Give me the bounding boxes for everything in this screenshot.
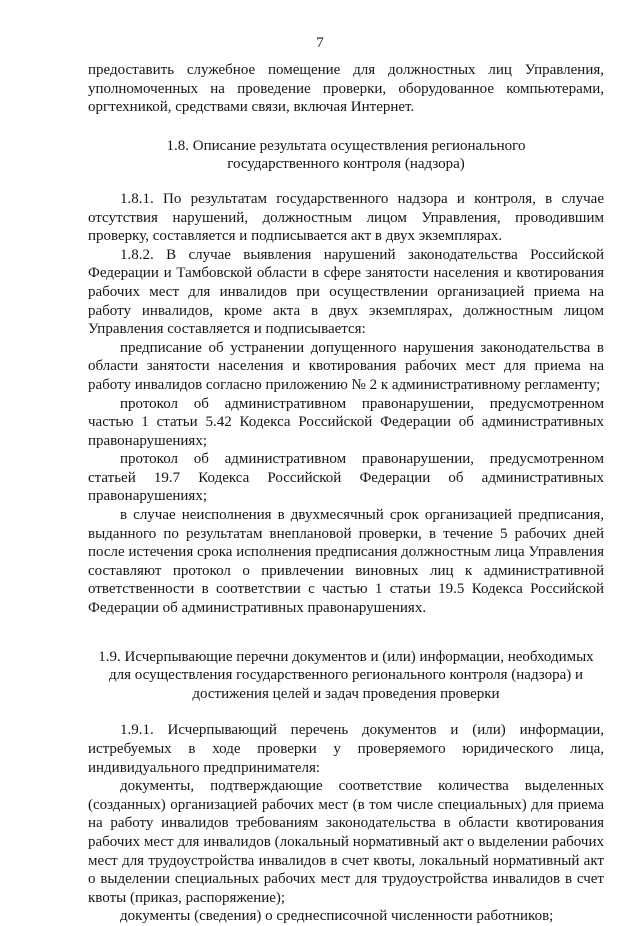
document-body	[88, 61, 604, 926]
paragraph-1-8-1: 1.8.1. По результатам государственного надзора и контроля, в случае отсутствия нарушений, должностным лицом Управления, проводившим проверку, составляется и подписывается акт в двух экземплярах.	[88, 190, 604, 245]
paragraph-headcount: документы (сведения) о среднесписочной численности работников;	[120, 908, 554, 925]
paragraph-1-8-2: 1.8.2. В случае выявления нарушений законодательства Российской Федерации и Тамбовской области в сфере занятости населения и квотирования рабочих мест для инвалидов при осуществлении организацией приема на работу инвалидов, кроме акта в двух экземплярах, должностным лицом Управления составляется и подписывается:	[88, 246, 604, 338]
page-number: 7	[316, 35, 324, 51]
paragraph-protocol-5-42: протокол об административном правонарушении, предусмотренном частью 1 статьи 5.42 Кодекса Российской Федерации об административных правонарушениях;	[88, 395, 604, 449]
paragraph-protocol-19-7: протокол об административном правонарушении, предусмотренном статьей 19.7 Кодекса Российской Федерации об административных правонарушениях;	[88, 451, 604, 505]
paragraph-premises: предоставить служебное помещение для должностных лиц Управления, уполномоченных на проведение проверки, оборудованное компьютерами, оргтехникой, средствами связи, включая Интернет.	[88, 62, 604, 116]
paragraph-1-9-1: 1.9.1. Исчерпывающий перечень документов и (или) информации, истребуемых в ходе проверки у проверяемого юридического лица, индивидуального предпринимателя:	[88, 722, 604, 776]
paragraph-non-fulfillment: в случае неисполнения в двухмесячный срок организацией предписания, выданного по результатам внеплановой проверки, в течение 5 рабочих дней после истечения срока исполнения предписания должностным лица Управления составляют протокол о привлечении виновных лиц к административной ответственности в соответствии с частью 1 статьи 19.5 Кодекса Российской Федерации об административных правонарушениях.	[88, 507, 604, 617]
section-heading-1-9: 1.9. Исчерпывающие перечни документов и (или) информации, необходимых для осуществления государственного регионального контроля (надзора) и достижения целей и задач проведения проверки	[98, 648, 594, 702]
paragraph-documents-quota: документы, подтверждающие соответствие количества выделенных (созданных) организацией рабочих мест (в том числе специальных) для приема на работу инвалидов требованиям законодательства в области квотирования рабочих мест для инвалидов (локальный нормативный акт о выделении рабочих мест для трудоустройства инвалидов в счет квоты, локальный нормативный акт о выделении специальных рабочих мест для трудоустройства инвалидов в счет квоты (приказ, распоряжение);	[88, 778, 604, 906]
section-heading-1-8: 1.8. Описание результата осуществления регионального государственного контроля (надзора)	[166, 137, 526, 173]
paragraph-prescription: предписание об устранении допущенного нарушения законодательства в области занятости населения и квотирования рабочих мест для приема на работу инвалидов согласно приложению № 2 к административному регламенту;	[88, 339, 604, 393]
